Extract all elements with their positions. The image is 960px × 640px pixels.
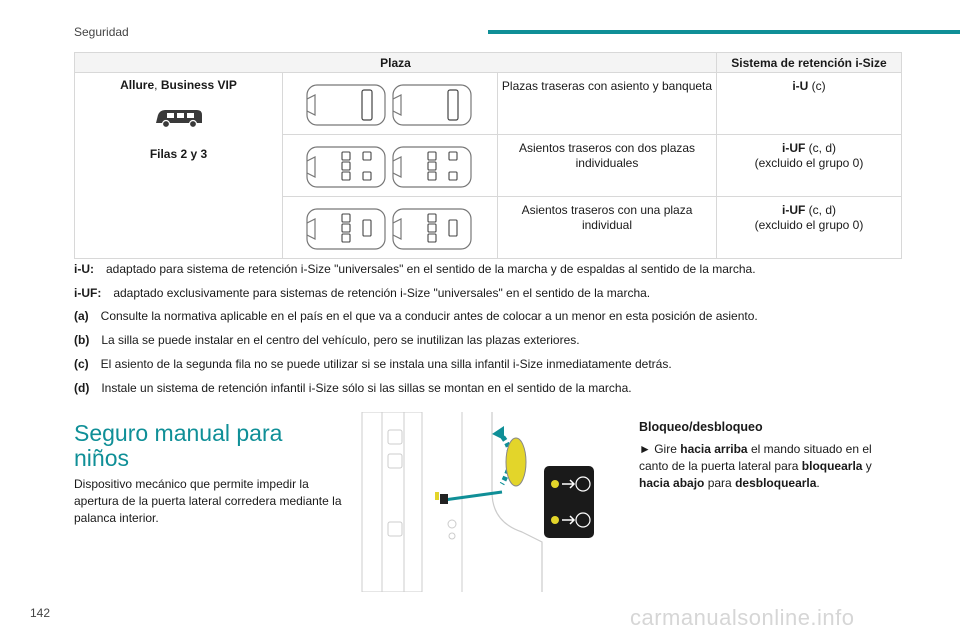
footnote: [74, 381, 632, 395]
seat-diagram-cell: [283, 135, 498, 197]
seat-description: Asientos traseros con dos plazas individuales: [498, 135, 717, 197]
page-number: 142: [30, 606, 51, 620]
isize-extra: (excluido el grupo 0): [754, 218, 864, 232]
section-description: Dispositivo mecánico que permite impedir la apertura de la puerta lateral corredera mediante la palanca interior.: [74, 477, 342, 525]
isize-note: (c, d): [805, 141, 836, 155]
isize-value: [717, 197, 902, 259]
lock-text-part: para: [704, 476, 736, 490]
lock-subtitle: Bloqueo/desbloqueo: [639, 420, 763, 434]
lock-text-part: y: [862, 459, 872, 473]
lock-text-bold: bloquearla: [801, 459, 863, 473]
vehicle-version-1: Allure: [120, 78, 155, 92]
bullet-arrow-icon: ►: [639, 442, 651, 456]
footnote-text: adaptado para sistema de retención i-Size "universales" en el sentido de la marcha y de espaldas al sentido de la marcha.: [106, 262, 756, 276]
isize-extra: (excluido el grupo 0): [754, 156, 864, 170]
van-icon: [153, 106, 205, 130]
seat-layout-bench-diagram: [285, 76, 495, 132]
vehicle-version-2: Business VIP: [160, 78, 237, 92]
seat-description: Plazas traseras con asiento y banqueta: [498, 73, 717, 135]
lock-text-part: Gire: [650, 442, 681, 456]
table-row: [75, 73, 902, 135]
vehicle-versions: [75, 78, 282, 92]
footnote: [74, 309, 758, 323]
vehicle-rows: Filas 2 y 3: [149, 147, 208, 161]
child-lock-illustration: [352, 412, 612, 592]
footnote-key: (c): [74, 357, 89, 371]
footnote-text: La silla se puede instalar en el centro del vehículo, pero se inutilizan las plazas exteriores.: [101, 333, 580, 347]
seat-diagram-cell: [283, 197, 498, 259]
isize-note: (c, d): [805, 203, 836, 217]
lock-text-bold: desbloquearla: [735, 476, 817, 490]
column-header-isize: Sistema de retención i-Size: [717, 53, 902, 73]
footnote-key: i-UF:: [74, 286, 102, 300]
seat-layout-two-seats-diagram: [285, 138, 495, 194]
lock-instructions: [639, 441, 889, 492]
footnote-key: (a): [74, 309, 89, 323]
watermark: carmanualsonline.info: [630, 605, 855, 630]
lock-text-part: el mando situado en el canto de la puerta lateral para: [639, 442, 872, 473]
section-title: Seguro manual para niños: [74, 420, 283, 471]
footnote-text: adaptado exclusivamente para sistemas de retención i-Size "universales" en el sentido de la marcha.: [113, 286, 651, 300]
vehicle-cell: [75, 73, 283, 259]
lock-text-bold: hacia abajo: [639, 476, 705, 490]
footnote: [74, 286, 650, 300]
isize-code: i-U: [792, 79, 809, 93]
footnote: [74, 262, 756, 276]
isize-note: (c): [808, 79, 826, 93]
footnote-key: (d): [74, 381, 90, 395]
table-header-row: [75, 53, 902, 73]
footnote-text: Instale un sistema de retención infantil i-Size sólo si las sillas se montan en el sentido de la marcha.: [101, 381, 632, 395]
column-header-plaza: Plaza: [75, 53, 717, 73]
section-label: Seguridad: [74, 25, 129, 39]
lock-text-part: .: [816, 476, 820, 490]
isize-value: [717, 73, 902, 135]
footnote-key: (b): [74, 333, 90, 347]
seat-description: Asientos traseros con una plaza individual: [498, 197, 717, 259]
isize-value: [717, 135, 902, 197]
isize-table: [74, 52, 902, 259]
seat-layout-one-seat-diagram: [285, 200, 495, 256]
footnote: [74, 357, 672, 371]
footnote-text: El asiento de la segunda fila no se puede utilizar si se instala una silla infantil i-Size inmediatamente detrás.: [100, 357, 672, 371]
vehicle-version-separator: ,: [154, 78, 161, 92]
isize-code: i-UF: [782, 141, 806, 155]
isize-code: i-UF: [782, 203, 806, 217]
lock-text-bold: hacia arriba: [680, 442, 748, 456]
footnote-key: i-U:: [74, 262, 94, 276]
footnote: [74, 333, 580, 347]
seat-diagram-cell: [283, 73, 498, 135]
footnote-text: Consulte la normativa aplicable en el país en el que va a conducir antes de colocar a un menor en esta posición de asiento.: [100, 309, 758, 323]
header-accent-bar: [488, 30, 960, 34]
